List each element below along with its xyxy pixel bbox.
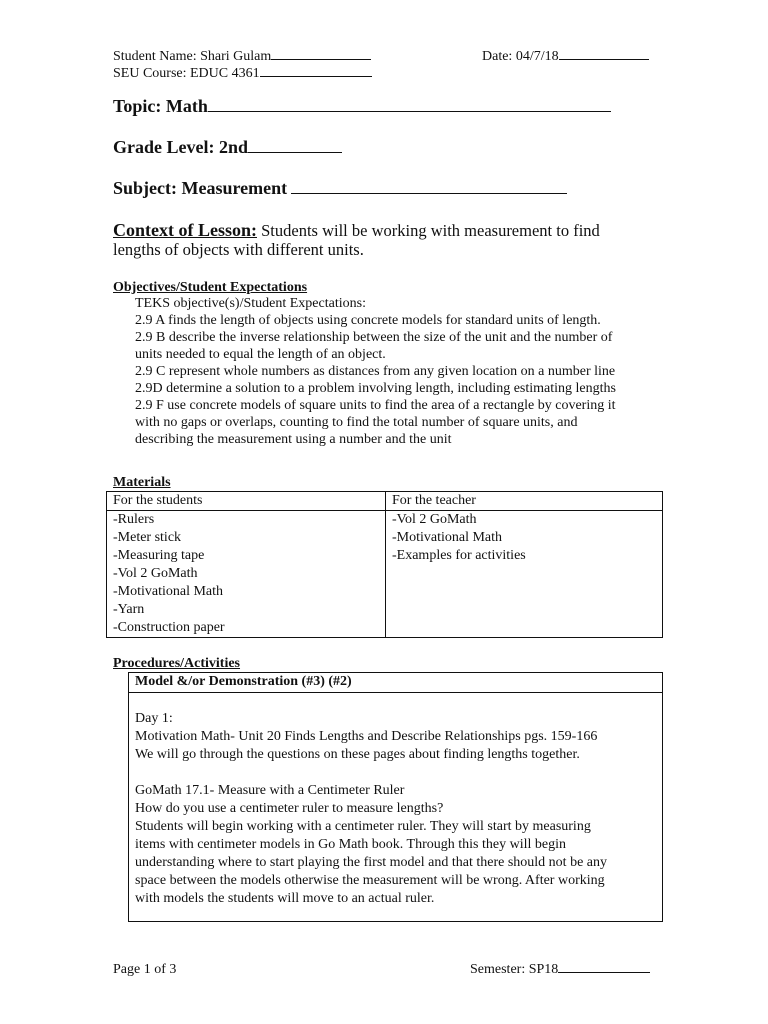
procedure-line: Day 1: xyxy=(135,711,173,726)
objective-line: 2.9 A finds the length of objects using concrete models for standard units of length. xyxy=(135,313,601,328)
objective-line: TEKS objective(s)/Student Expectations: xyxy=(135,296,366,311)
teacher-items-cell xyxy=(386,511,663,638)
materials-header-row xyxy=(107,492,663,511)
objectives-heading: Objectives/Student Expectations xyxy=(113,280,308,295)
teacher-material-item: -Vol 2 GoMath xyxy=(392,512,477,527)
objective-line: 2.9 F use concrete models of square units to find the area of a rectangle by covering it xyxy=(135,398,616,413)
objective-line: 2.9D determine a solution to a problem involving length, including estimating lengths xyxy=(135,381,616,396)
student-material-item: -Rulers xyxy=(113,512,155,527)
procedure-line: items with centimeter models in Go Math book. Through this they will begin xyxy=(135,837,566,852)
teacher-material-item: -Examples for activities xyxy=(392,548,526,563)
students-header: For the students xyxy=(107,492,386,511)
objective-line: describing the measurement using a number and the unit xyxy=(135,432,452,447)
procedures-box-header: Model &/or Demonstration (#3) (#2) xyxy=(129,673,662,693)
procedure-line: space between the models otherwise the measurement will be wrong. After working xyxy=(135,873,605,888)
page-number: Page 1 of 3 xyxy=(113,962,177,977)
date-underline xyxy=(559,58,649,60)
objectives-list xyxy=(135,295,616,448)
procedure-blank-line xyxy=(135,764,656,782)
student-material-item: -Construction paper xyxy=(113,620,225,635)
procedure-line: GoMath 17.1- Measure with a Centimeter Ruler xyxy=(135,783,405,798)
student-name-text: Student Name: Shari Gulam xyxy=(113,49,272,64)
students-items-cell xyxy=(107,511,386,638)
grade-level-line xyxy=(113,136,342,158)
teacher-material-item: -Motivational Math xyxy=(392,530,503,545)
student-material-item: -Motivational Math xyxy=(113,584,224,599)
procedures-heading: Procedures/Activities xyxy=(113,656,241,671)
procedure-line: with models the students will move to an actual ruler. xyxy=(135,891,435,906)
subject-underline xyxy=(291,192,567,194)
procedure-line: Motivation Math- Unit 20 Finds Lengths and Describe Relationships pgs. 159-166 xyxy=(135,729,598,744)
date-text: Date: 04/7/18 xyxy=(482,49,559,64)
procedure-line: understanding where to start playing the first model and that there should not be any xyxy=(135,855,607,870)
context-of-lesson xyxy=(113,219,600,241)
grade-level-text: Grade Level: 2nd xyxy=(113,137,248,157)
procedure-line: How do you use a centimeter ruler to measure lengths? xyxy=(135,801,444,816)
course-field xyxy=(113,65,372,82)
procedure-line: Students will begin working with a centimeter ruler. They will start by measuring xyxy=(135,819,591,834)
student-material-item: -Vol 2 GoMath xyxy=(113,566,198,581)
teacher-header: For the teacher xyxy=(386,492,663,511)
topic-text: Topic: Math xyxy=(113,96,208,116)
course-text: SEU Course: EDUC 4361 xyxy=(113,66,260,81)
objective-line: with no gaps or overlaps, counting to find the total number of square units, and xyxy=(135,415,578,430)
materials-heading: Materials xyxy=(113,475,171,490)
subject-text: Subject: Measurement xyxy=(113,178,288,198)
student-name-field xyxy=(113,48,371,65)
objective-line: units needed to equal the length of an object. xyxy=(135,347,386,362)
semester-text: Semester: SP18 xyxy=(470,962,559,977)
student-name-underline xyxy=(271,58,371,60)
semester-underline xyxy=(558,971,650,973)
student-material-item: -Meter stick xyxy=(113,530,182,545)
context-label: Context of Lesson: xyxy=(113,220,257,240)
objective-line: 2.9 B describe the inverse relationship between the size of the unit and the number of xyxy=(135,330,613,345)
date-field xyxy=(482,48,649,65)
student-material-item: -Measuring tape xyxy=(113,548,205,563)
semester-field xyxy=(470,961,650,978)
topic-underline xyxy=(208,110,611,112)
topic-line xyxy=(113,95,611,117)
procedures-box-body xyxy=(129,693,662,908)
course-underline xyxy=(260,75,372,77)
student-material-item: -Yarn xyxy=(113,602,145,617)
context-text-1: Students will be working with measurement to find xyxy=(257,221,600,240)
materials-table xyxy=(106,491,663,638)
context-text-2: lengths of objects with different units. xyxy=(113,240,364,259)
materials-items-row xyxy=(107,511,663,638)
procedures-box xyxy=(128,672,663,922)
grade-level-underline xyxy=(248,151,342,153)
objective-line: 2.9 C represent whole numbers as distances from any given location on a number line xyxy=(135,364,616,379)
procedure-line: We will go through the questions on these pages about finding lengths together. xyxy=(135,747,580,762)
subject-line xyxy=(113,177,567,199)
